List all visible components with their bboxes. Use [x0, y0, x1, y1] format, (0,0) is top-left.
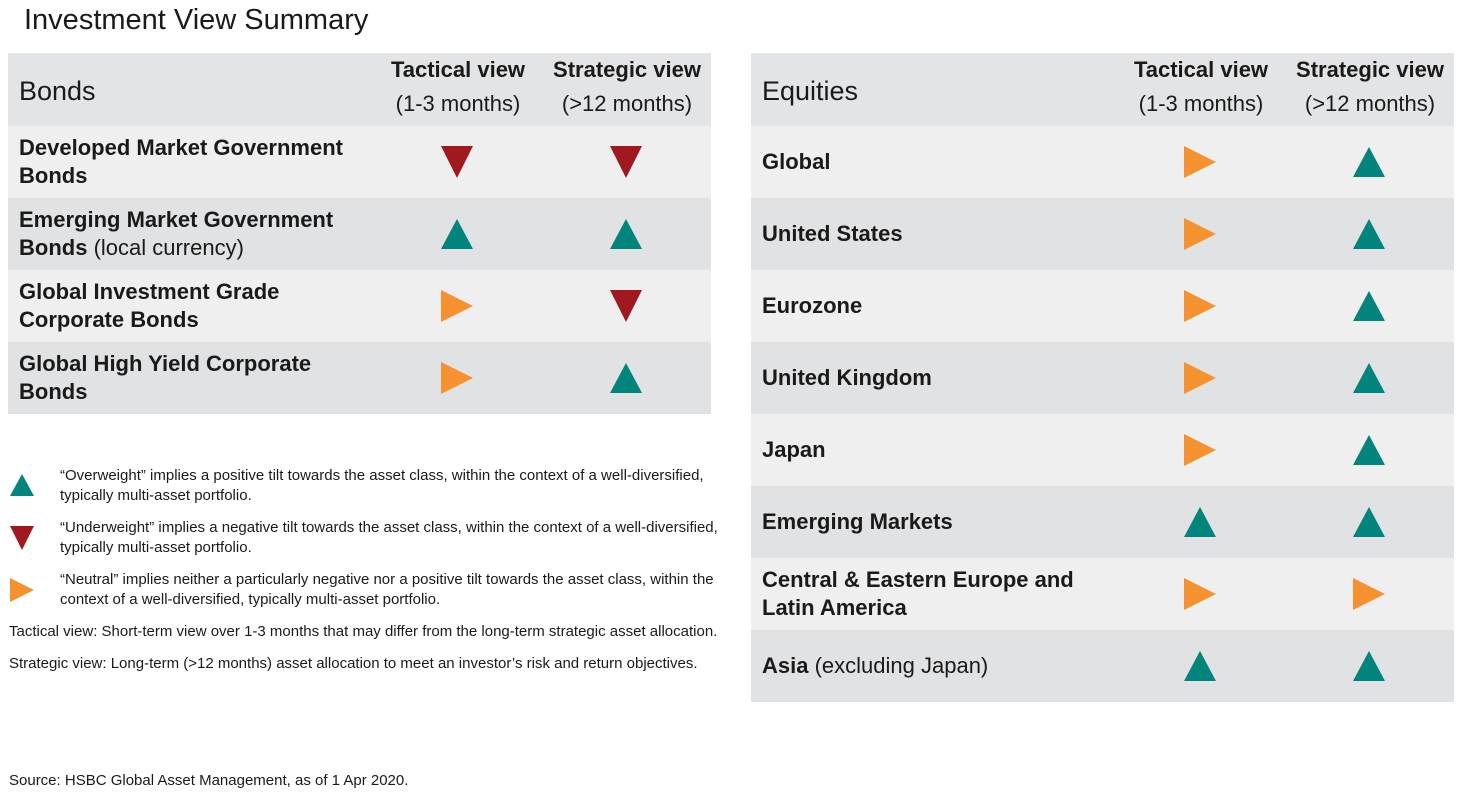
table-row — [8, 342, 711, 414]
neutral-right-triangle-icon — [1184, 146, 1216, 178]
strategic-column-header — [1285, 57, 1455, 117]
tactical-view-cell — [1116, 342, 1284, 414]
strategic-view-cell — [542, 342, 710, 414]
row-label-detail: (local currency) — [87, 235, 244, 260]
neutral-right-triangle-icon — [1184, 362, 1216, 394]
row-label — [19, 134, 364, 190]
underweight-down-triangle-icon — [610, 146, 642, 178]
page-title: Investment View Summary — [24, 4, 369, 36]
row-label-main: Emerging Market Government Bonds — [19, 207, 334, 260]
strategic-view-cell — [542, 198, 710, 270]
row-label — [762, 566, 1107, 622]
neutral-right-triangle-icon — [1184, 434, 1216, 466]
row-label — [762, 220, 1107, 248]
equities-header — [751, 53, 1454, 126]
tactical-view-label: Tactical view — [390, 57, 526, 82]
overweight-up-triangle-icon — [1353, 435, 1385, 465]
underweight-down-triangle-icon — [610, 290, 642, 322]
row-label-main: Developed Market Government Bonds — [19, 135, 343, 188]
tactical-view-definition: Tactical view: Short-term view over 1-3 months that may differ from the long-term strategic asset allocation. — [9, 623, 718, 640]
legend-overweight — [8, 466, 718, 506]
row-label-main: Global — [762, 149, 831, 174]
table-row — [8, 270, 711, 342]
row-label-main: Emerging Markets — [762, 509, 953, 534]
overweight-up-triangle-icon — [1353, 147, 1385, 177]
neutral-right-triangle-icon — [1184, 290, 1216, 322]
bonds-table — [8, 53, 711, 414]
overweight-up-triangle-icon — [10, 474, 34, 496]
row-label-main: Global Investment Grade Corporate Bonds — [19, 279, 280, 332]
strategic-view-cell — [1285, 342, 1453, 414]
legend-neutral — [8, 570, 718, 610]
table-row — [751, 630, 1454, 702]
table-row — [751, 270, 1454, 342]
strategic-view-cell — [1285, 486, 1453, 558]
tactical-view-cell — [1116, 558, 1284, 630]
tactical-view-cell — [373, 342, 541, 414]
table-row — [751, 486, 1454, 558]
row-label — [19, 278, 364, 334]
row-label — [762, 508, 1107, 536]
neutral-right-triangle-icon — [1184, 218, 1216, 250]
tactical-view-label: Tactical view — [1133, 57, 1269, 82]
tactical-view-cell — [1116, 270, 1284, 342]
equities-table — [751, 53, 1454, 702]
overweight-up-triangle-icon — [610, 219, 642, 249]
equities-rows — [751, 126, 1454, 702]
tactical-view-cell — [1116, 414, 1284, 486]
row-label-main: Asia — [762, 653, 809, 678]
row-label — [762, 652, 1107, 680]
table-row — [8, 126, 711, 198]
underweight-down-triangle-icon — [441, 146, 473, 178]
overweight-up-triangle-icon — [610, 363, 642, 393]
overweight-up-triangle-icon — [1353, 291, 1385, 321]
overweight-up-triangle-icon — [1353, 363, 1385, 393]
strategic-view-label: Strategic view — [553, 57, 701, 82]
neutral-right-triangle-icon — [441, 362, 473, 394]
bonds-heading: Bonds — [19, 76, 96, 106]
legend-overweight-text: “Overweight” implies a positive tilt towards the asset class, within the context of a well-diversified, typically multi-asset portfolio. — [60, 467, 704, 504]
bonds-header — [8, 53, 711, 126]
neutral-right-triangle-icon — [10, 578, 34, 602]
strategic-view-label: Strategic view — [1296, 57, 1444, 82]
row-label-main: Eurozone — [762, 293, 863, 318]
table-row — [751, 414, 1454, 486]
row-label — [762, 364, 1107, 392]
row-label — [762, 148, 1107, 176]
overweight-up-triangle-icon — [1353, 219, 1385, 249]
overweight-up-triangle-icon — [1184, 651, 1216, 681]
strategic-period-label: (>12 months) — [1304, 91, 1436, 116]
tactical-column-header — [1116, 57, 1286, 117]
strategic-view-cell — [1285, 198, 1453, 270]
source-note: Source: HSBC Global Asset Management, as of 1 Apr 2020. — [9, 772, 409, 789]
strategic-view-cell — [1285, 630, 1453, 702]
table-row — [751, 558, 1454, 630]
strategic-period-label: (>12 months) — [561, 91, 693, 116]
row-label-detail: (excluding Japan) — [808, 653, 989, 678]
strategic-view-cell — [542, 126, 710, 198]
tactical-view-cell — [1116, 486, 1284, 558]
table-row — [8, 198, 711, 270]
legend-neutral-text: “Neutral” implies neither a particularly negative nor a positive tilt towards the asset class, within the context of a well-diversified, typically multi-asset portfolio. — [60, 571, 714, 608]
bonds-rows — [8, 126, 711, 414]
tactical-view-cell — [1116, 126, 1284, 198]
equities-heading: Equities — [762, 76, 859, 106]
table-row — [751, 342, 1454, 414]
overweight-up-triangle-icon — [1184, 507, 1216, 537]
tactical-column-header — [373, 57, 543, 117]
legend-underweight-text: “Underweight” implies a negative tilt towards the asset class, within the context of a well-diversified, typically multi-asset portfolio. — [60, 519, 718, 556]
tactical-period-label: (1-3 months) — [395, 91, 521, 116]
row-label — [762, 436, 1107, 464]
strategic-view-cell — [1285, 558, 1453, 630]
table-row — [751, 198, 1454, 270]
overweight-up-triangle-icon — [1353, 651, 1385, 681]
row-label — [762, 292, 1107, 320]
strategic-column-header — [542, 57, 712, 117]
strategic-view-cell — [1285, 270, 1453, 342]
row-label-main: Global High Yield Corporate Bonds — [19, 351, 312, 404]
neutral-right-triangle-icon — [441, 290, 473, 322]
strategic-view-cell — [1285, 414, 1453, 486]
tactical-period-label: (1-3 months) — [1138, 91, 1264, 116]
row-label — [19, 350, 364, 406]
overweight-up-triangle-icon — [441, 219, 473, 249]
row-label-main: Central & Eastern Europe and Latin America — [762, 567, 1074, 620]
legend — [8, 466, 718, 686]
row-label-main: Japan — [762, 437, 826, 462]
tactical-view-cell — [373, 198, 541, 270]
tactical-view-cell — [373, 126, 541, 198]
strategic-view-cell — [1285, 126, 1453, 198]
tactical-view-cell — [1116, 198, 1284, 270]
overweight-up-triangle-icon — [1353, 507, 1385, 537]
underweight-down-triangle-icon — [10, 526, 34, 550]
strategic-view-cell — [542, 270, 710, 342]
neutral-right-triangle-icon — [1353, 578, 1385, 610]
row-label-main: United Kingdom — [762, 365, 932, 390]
row-label — [19, 206, 364, 262]
neutral-right-triangle-icon — [1184, 578, 1216, 610]
tactical-view-cell — [373, 270, 541, 342]
row-label-main: United States — [762, 221, 903, 246]
table-row — [751, 126, 1454, 198]
strategic-view-definition: Strategic view: Long-term (>12 months) asset allocation to meet an investor’s risk and return objectives. — [9, 655, 698, 672]
legend-underweight — [8, 518, 718, 558]
tactical-view-cell — [1116, 630, 1284, 702]
